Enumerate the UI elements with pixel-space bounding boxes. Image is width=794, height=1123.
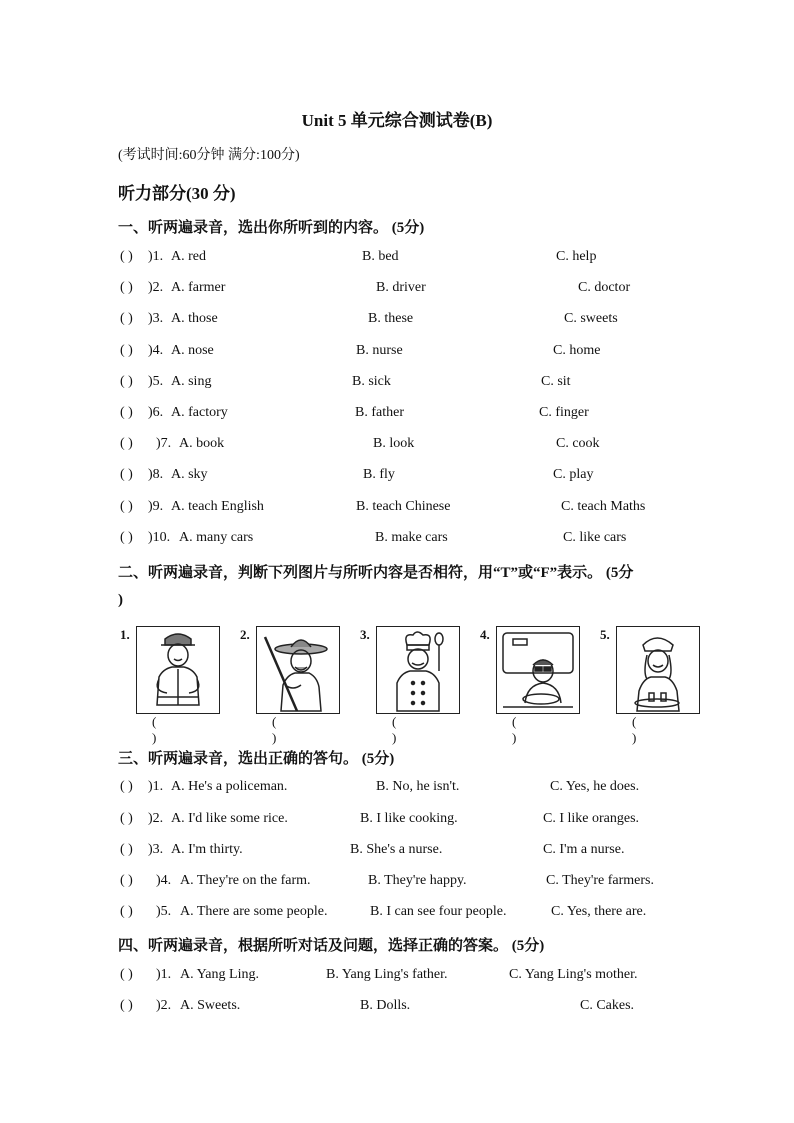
option-b: B. sick	[352, 374, 391, 389]
option-a: A. red	[171, 249, 206, 264]
question-number: )1.	[148, 249, 164, 264]
option-c: C. I like oranges.	[543, 811, 640, 826]
option-a: A. factory	[171, 405, 228, 420]
section-2-heading-cont: )	[118, 592, 123, 608]
picture-number: 3.	[360, 627, 370, 642]
cook-icon	[376, 626, 460, 714]
option-a: A. sing	[171, 374, 212, 389]
option-a: A. many cars	[179, 530, 254, 545]
option-a: A. those	[171, 311, 218, 326]
question-number: )10.	[148, 530, 171, 545]
option-c: C. like cars	[563, 530, 627, 545]
option-b: B. They're happy.	[368, 873, 467, 888]
question-number: )1.	[156, 967, 172, 982]
option-c: C. sweets	[564, 311, 618, 326]
option-b: B. Yang Ling's father.	[326, 967, 448, 982]
option-b: B. make cars	[375, 530, 448, 545]
option-b: B. bed	[362, 249, 399, 264]
driver-icon	[496, 626, 580, 714]
policeman-icon	[136, 626, 220, 714]
option-a: A. Sweets.	[180, 998, 241, 1013]
answer-blank[interactable]: ( )	[120, 374, 133, 389]
picture-number: 1.	[120, 627, 130, 642]
answer-blank[interactable]: ( )	[120, 842, 133, 857]
question-number: )2.	[156, 998, 172, 1013]
answer-blank[interactable]: ( )	[120, 530, 133, 545]
option-a: A. There are some people.	[180, 904, 328, 919]
question-number: )5.	[148, 374, 164, 389]
answer-blank[interactable]: ( )	[120, 998, 133, 1013]
question-number: )8.	[148, 467, 164, 482]
answer-blank[interactable]: ( )	[120, 343, 133, 358]
question-number: )3.	[148, 842, 164, 857]
option-b: B. fly	[363, 467, 395, 482]
option-c: C. home	[553, 343, 601, 358]
section-2-heading: 二、听两遍录音，判断下列图片与所听内容是否相符，用“T”或“F”表示。 (5分	[118, 565, 634, 581]
option-c: C. Yes, there are.	[551, 904, 647, 919]
answer-blank[interactable]: ( )	[120, 249, 133, 264]
answer-blank[interactable]: ( )	[120, 311, 133, 326]
answer-paren[interactable]: ( )	[392, 714, 397, 745]
option-c: C. They're farmers.	[546, 873, 655, 888]
option-c: C. I'm a nurse.	[543, 842, 625, 857]
option-a: A. I'm thirty.	[171, 842, 243, 857]
option-b: B. these	[368, 311, 414, 326]
option-a: A. sky	[171, 467, 208, 482]
option-b: B. Dolls.	[360, 998, 411, 1013]
question-number: )2.	[148, 811, 164, 826]
option-c: C. doctor	[578, 280, 631, 295]
section-3-heading: 三、听两遍录音，选出正确的答句。 (5分)	[118, 751, 395, 767]
option-a: A. book	[179, 436, 225, 451]
picture-number: 4.	[480, 627, 490, 642]
answer-blank[interactable]: ( )	[120, 967, 133, 982]
option-c: C. sit	[541, 374, 571, 389]
page-title: Unit 5 单元综合测试卷(B)	[301, 111, 493, 130]
option-b: B. look	[373, 436, 415, 451]
section-1-heading: 一、听两遍录音，选出你所听到的内容。 (5分)	[118, 220, 425, 236]
answer-paren[interactable]: ( )	[512, 714, 517, 745]
question-number: )4.	[148, 343, 164, 358]
answer-blank[interactable]: ( )	[120, 405, 133, 420]
option-b: B. I can see four people.	[370, 904, 507, 919]
answer-blank[interactable]: ( )	[120, 280, 133, 295]
answer-blank[interactable]: ( )	[120, 904, 133, 919]
option-a: A. farmer	[171, 280, 226, 295]
option-a: A. I'd like some rice.	[171, 811, 288, 826]
nurse-icon	[616, 626, 700, 714]
option-c: C. Cakes.	[580, 998, 635, 1013]
option-a: A. He's a policeman.	[171, 779, 288, 794]
option-a: A. Yang Ling.	[180, 967, 259, 982]
answer-blank[interactable]: ( )	[120, 467, 133, 482]
option-a: A. nose	[171, 343, 214, 358]
question-number: )6.	[148, 405, 164, 420]
question-number: )7.	[156, 436, 172, 451]
option-c: C. Yang Ling's mother.	[509, 967, 638, 982]
option-b: B. She's a nurse.	[350, 842, 443, 857]
option-b: B. teach Chinese	[356, 499, 451, 514]
picture-number: 2.	[240, 627, 250, 642]
question-number: )5.	[156, 904, 172, 919]
answer-blank[interactable]: ( )	[120, 499, 133, 514]
option-a: A. They're on the farm.	[180, 873, 311, 888]
answer-blank[interactable]: ( )	[120, 873, 133, 888]
answer-paren[interactable]: ( )	[272, 714, 277, 745]
question-number: )9.	[148, 499, 164, 514]
question-number: )3.	[148, 311, 164, 326]
answer-paren[interactable]: ( )	[152, 714, 157, 745]
farmer-icon	[256, 626, 340, 714]
answer-blank[interactable]: ( )	[120, 811, 133, 826]
option-c: C. cook	[556, 436, 600, 451]
answer-paren[interactable]: ( )	[632, 714, 637, 745]
answer-blank[interactable]: ( )	[120, 779, 133, 794]
option-b: B. No, he isn't.	[376, 779, 460, 794]
option-c: C. Yes, he does.	[550, 779, 640, 794]
option-c: C. teach Maths	[561, 499, 646, 514]
answer-blank[interactable]: ( )	[120, 436, 133, 451]
option-a: A. teach English	[171, 499, 264, 514]
question-number: )2.	[148, 280, 164, 295]
option-c: C. finger	[539, 405, 589, 420]
part-title: 听力部分(30 分)	[118, 184, 236, 203]
option-b: B. I like cooking.	[360, 811, 458, 826]
question-number: )4.	[156, 873, 172, 888]
option-b: B. nurse	[356, 343, 403, 358]
question-number: )1.	[148, 779, 164, 794]
option-b: B. father	[355, 405, 404, 420]
section-4-heading: 四、听两遍录音，根据所听对话及问题，选择正确的答案。 (5分)	[118, 938, 545, 954]
option-c: C. help	[556, 249, 597, 264]
exam-info: (考试时间:60分钟 满分:100分)	[118, 148, 300, 163]
option-b: B. driver	[376, 280, 426, 295]
picture-number: 5.	[600, 627, 610, 642]
option-c: C. play	[553, 467, 594, 482]
